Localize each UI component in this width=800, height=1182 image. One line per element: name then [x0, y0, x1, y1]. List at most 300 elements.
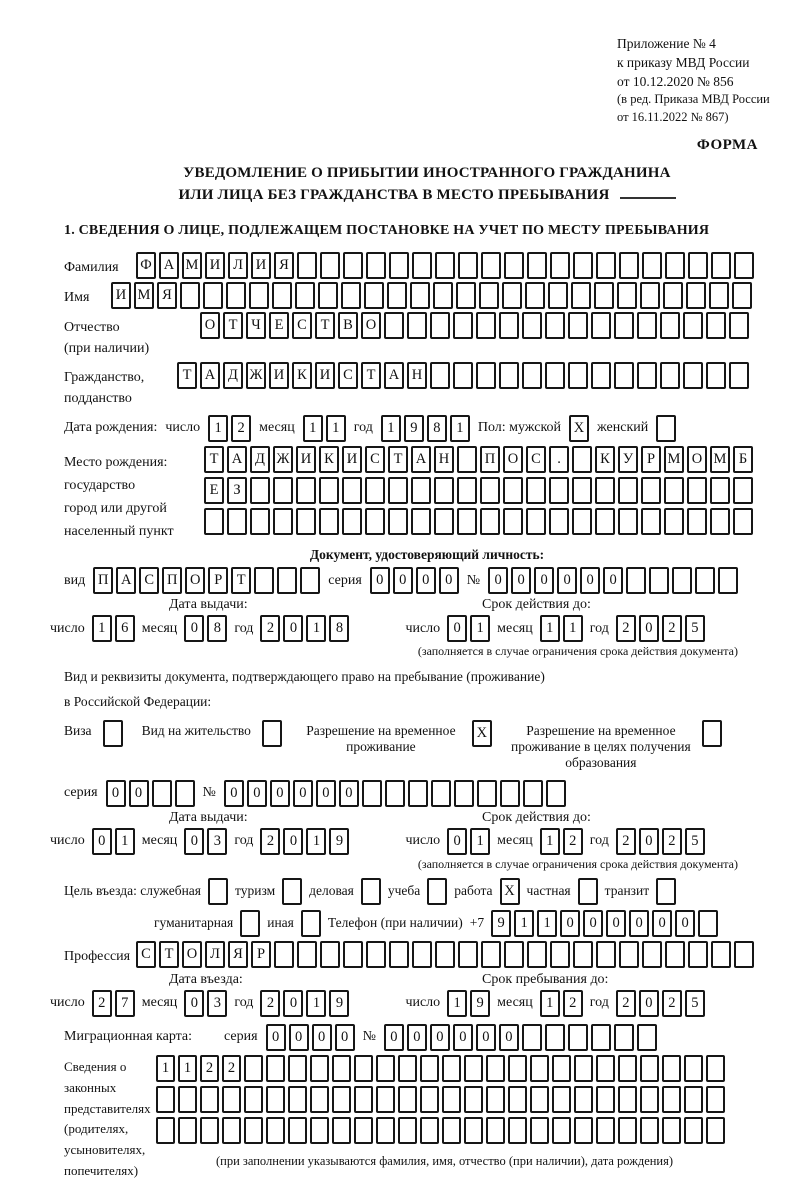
- form-cell[interactable]: 0: [652, 910, 672, 937]
- form-cell[interactable]: [274, 941, 294, 968]
- form-cell[interactable]: 1: [447, 990, 467, 1017]
- form-cell[interactable]: [454, 780, 474, 807]
- form-cell[interactable]: Р: [208, 567, 228, 594]
- form-cell[interactable]: [389, 252, 409, 279]
- form-cell[interactable]: [410, 282, 430, 309]
- form-cell[interactable]: [364, 282, 384, 309]
- form-cell[interactable]: 7: [115, 990, 135, 1017]
- form-cell[interactable]: [508, 1086, 527, 1113]
- form-cell[interactable]: [596, 252, 616, 279]
- form-cell[interactable]: [431, 780, 451, 807]
- form-cell[interactable]: Р: [251, 941, 271, 968]
- form-cell[interactable]: [320, 941, 340, 968]
- form-cell[interactable]: [282, 878, 302, 905]
- form-cell[interactable]: 2: [662, 828, 682, 855]
- form-cell[interactable]: [453, 362, 473, 389]
- form-cell[interactable]: 0: [603, 567, 623, 594]
- form-cell[interactable]: [618, 477, 638, 504]
- form-cell[interactable]: [343, 252, 363, 279]
- form-cell[interactable]: О: [182, 941, 202, 968]
- form-cell[interactable]: 0: [560, 910, 580, 937]
- form-cell[interactable]: [665, 252, 685, 279]
- form-cell[interactable]: К: [319, 446, 339, 473]
- form-cell[interactable]: [527, 941, 547, 968]
- form-cell[interactable]: [376, 1055, 395, 1082]
- form-cell[interactable]: С: [139, 567, 159, 594]
- form-cell[interactable]: 1: [92, 615, 112, 642]
- form-cell[interactable]: [729, 312, 749, 339]
- form-cell[interactable]: [508, 1055, 527, 1082]
- form-cell[interactable]: [310, 1117, 329, 1144]
- form-cell[interactable]: М: [664, 446, 684, 473]
- form-cell[interactable]: 0: [335, 1024, 355, 1051]
- form-cell[interactable]: [711, 941, 731, 968]
- form-cell[interactable]: [687, 477, 707, 504]
- form-cell[interactable]: [718, 567, 738, 594]
- form-cell[interactable]: М: [182, 252, 202, 279]
- form-cell[interactable]: [573, 941, 593, 968]
- form-cell[interactable]: С: [136, 941, 156, 968]
- form-cell[interactable]: [617, 282, 637, 309]
- form-cell[interactable]: [614, 1024, 634, 1051]
- form-cell[interactable]: 6: [115, 615, 135, 642]
- form-cell[interactable]: [642, 941, 662, 968]
- form-cell[interactable]: 0: [407, 1024, 427, 1051]
- form-cell[interactable]: [499, 312, 519, 339]
- form-cell[interactable]: [203, 282, 223, 309]
- form-cell[interactable]: [637, 362, 657, 389]
- form-cell[interactable]: [578, 878, 598, 905]
- form-cell[interactable]: [503, 477, 523, 504]
- form-cell[interactable]: [591, 312, 611, 339]
- form-cell[interactable]: [376, 1117, 395, 1144]
- form-cell[interactable]: [365, 477, 385, 504]
- form-cell[interactable]: [684, 1086, 703, 1113]
- form-cell[interactable]: [420, 1086, 439, 1113]
- form-cell[interactable]: [332, 1117, 351, 1144]
- form-cell[interactable]: [550, 941, 570, 968]
- form-cell[interactable]: [227, 508, 247, 535]
- form-cell[interactable]: 8: [427, 415, 447, 442]
- form-cell[interactable]: 0: [557, 567, 577, 594]
- form-cell[interactable]: [663, 282, 683, 309]
- form-cell[interactable]: И: [269, 362, 289, 389]
- form-cell[interactable]: [688, 252, 708, 279]
- form-cell[interactable]: [503, 508, 523, 535]
- form-cell[interactable]: И: [296, 446, 316, 473]
- form-cell[interactable]: 9: [404, 415, 424, 442]
- form-cell[interactable]: 1: [208, 415, 228, 442]
- form-cell[interactable]: [687, 508, 707, 535]
- form-cell[interactable]: [332, 1086, 351, 1113]
- form-cell[interactable]: 0: [224, 780, 244, 807]
- form-cell[interactable]: [442, 1086, 461, 1113]
- form-cell[interactable]: X: [500, 878, 520, 905]
- form-cell[interactable]: И: [251, 252, 271, 279]
- form-cell[interactable]: [662, 1086, 681, 1113]
- form-cell[interactable]: [660, 362, 680, 389]
- form-cell[interactable]: Я: [228, 941, 248, 968]
- form-cell[interactable]: [301, 910, 321, 937]
- form-cell[interactable]: [178, 1086, 197, 1113]
- form-cell[interactable]: [412, 252, 432, 279]
- form-cell[interactable]: 2: [231, 415, 251, 442]
- form-cell[interactable]: Т: [223, 312, 243, 339]
- form-cell[interactable]: [618, 1086, 637, 1113]
- form-cell[interactable]: [180, 282, 200, 309]
- form-cell[interactable]: [545, 362, 565, 389]
- form-cell[interactable]: [568, 312, 588, 339]
- form-cell[interactable]: [596, 1117, 615, 1144]
- form-cell[interactable]: С: [292, 312, 312, 339]
- form-cell[interactable]: 0: [639, 990, 659, 1017]
- form-cell[interactable]: X: [472, 720, 492, 747]
- form-cell[interactable]: [272, 282, 292, 309]
- form-cell[interactable]: 0: [384, 1024, 404, 1051]
- form-cell[interactable]: О: [185, 567, 205, 594]
- form-cell[interactable]: А: [384, 362, 404, 389]
- form-cell[interactable]: [464, 1055, 483, 1082]
- form-cell[interactable]: [595, 508, 615, 535]
- form-cell[interactable]: [433, 282, 453, 309]
- form-cell[interactable]: 0: [447, 615, 467, 642]
- form-cell[interactable]: [435, 941, 455, 968]
- form-cell[interactable]: [288, 1117, 307, 1144]
- form-cell[interactable]: [710, 477, 730, 504]
- form-cell[interactable]: [572, 477, 592, 504]
- form-cell[interactable]: [672, 567, 692, 594]
- form-cell[interactable]: [300, 567, 320, 594]
- form-cell[interactable]: 0: [675, 910, 695, 937]
- form-cell[interactable]: [552, 1055, 571, 1082]
- form-cell[interactable]: [504, 941, 524, 968]
- form-cell[interactable]: [103, 720, 123, 747]
- form-cell[interactable]: А: [200, 362, 220, 389]
- form-cell[interactable]: [662, 1055, 681, 1082]
- form-cell[interactable]: К: [292, 362, 312, 389]
- form-cell[interactable]: 0: [430, 1024, 450, 1051]
- form-cell[interactable]: [254, 567, 274, 594]
- form-cell[interactable]: 2: [616, 990, 636, 1017]
- form-cell[interactable]: А: [227, 446, 247, 473]
- form-cell[interactable]: 1: [326, 415, 346, 442]
- form-cell[interactable]: [319, 508, 339, 535]
- form-cell[interactable]: 5: [685, 615, 705, 642]
- form-cell[interactable]: 2: [662, 990, 682, 1017]
- form-cell[interactable]: [376, 1086, 395, 1113]
- form-cell[interactable]: [244, 1117, 263, 1144]
- form-cell[interactable]: 0: [339, 780, 359, 807]
- form-cell[interactable]: [573, 252, 593, 279]
- form-cell[interactable]: [526, 508, 546, 535]
- form-cell[interactable]: [649, 567, 669, 594]
- form-cell[interactable]: [734, 941, 754, 968]
- form-cell[interactable]: 2: [662, 615, 682, 642]
- form-cell[interactable]: [656, 878, 676, 905]
- form-cell[interactable]: 0: [511, 567, 531, 594]
- form-cell[interactable]: [222, 1117, 241, 1144]
- form-cell[interactable]: 0: [293, 780, 313, 807]
- form-cell[interactable]: [664, 477, 684, 504]
- form-cell[interactable]: [430, 312, 450, 339]
- form-cell[interactable]: С: [365, 446, 385, 473]
- form-cell[interactable]: [480, 508, 500, 535]
- form-cell[interactable]: И: [315, 362, 335, 389]
- form-cell[interactable]: [709, 282, 729, 309]
- form-cell[interactable]: [277, 567, 297, 594]
- form-cell[interactable]: 0: [184, 990, 204, 1017]
- form-cell[interactable]: Т: [231, 567, 251, 594]
- form-cell[interactable]: 1: [514, 910, 534, 937]
- form-cell[interactable]: 3: [207, 990, 227, 1017]
- form-cell[interactable]: [222, 1086, 241, 1113]
- form-cell[interactable]: [618, 1117, 637, 1144]
- form-cell[interactable]: 2: [222, 1055, 241, 1082]
- form-cell[interactable]: 3: [207, 828, 227, 855]
- form-cell[interactable]: [362, 780, 382, 807]
- form-cell[interactable]: [530, 1117, 549, 1144]
- form-cell[interactable]: [695, 567, 715, 594]
- form-cell[interactable]: [477, 780, 497, 807]
- form-cell[interactable]: [574, 1055, 593, 1082]
- form-cell[interactable]: Н: [407, 362, 427, 389]
- form-cell[interactable]: [481, 941, 501, 968]
- form-cell[interactable]: [412, 941, 432, 968]
- form-cell[interactable]: 1: [563, 615, 583, 642]
- form-cell[interactable]: Л: [205, 941, 225, 968]
- form-cell[interactable]: [549, 508, 569, 535]
- form-cell[interactable]: [435, 252, 455, 279]
- form-cell[interactable]: [411, 477, 431, 504]
- form-cell[interactable]: 0: [184, 615, 204, 642]
- form-cell[interactable]: З: [227, 477, 247, 504]
- form-cell[interactable]: [296, 508, 316, 535]
- form-cell[interactable]: И: [342, 446, 362, 473]
- form-cell[interactable]: 2: [563, 990, 583, 1017]
- form-cell[interactable]: 0: [453, 1024, 473, 1051]
- form-cell[interactable]: [457, 446, 477, 473]
- form-cell[interactable]: Д: [223, 362, 243, 389]
- form-cell[interactable]: [525, 282, 545, 309]
- form-cell[interactable]: Т: [177, 362, 197, 389]
- form-cell[interactable]: 5: [685, 828, 705, 855]
- form-cell[interactable]: [486, 1086, 505, 1113]
- form-cell[interactable]: [244, 1055, 263, 1082]
- form-cell[interactable]: Л: [228, 252, 248, 279]
- form-cell[interactable]: Е: [269, 312, 289, 339]
- form-cell[interactable]: [366, 252, 386, 279]
- form-cell[interactable]: 0: [639, 615, 659, 642]
- form-cell[interactable]: [522, 362, 542, 389]
- form-cell[interactable]: [596, 1055, 615, 1082]
- form-cell[interactable]: [660, 312, 680, 339]
- form-cell[interactable]: [398, 1086, 417, 1113]
- form-cell[interactable]: [526, 477, 546, 504]
- form-cell[interactable]: В: [338, 312, 358, 339]
- form-cell[interactable]: 0: [316, 780, 336, 807]
- form-cell[interactable]: [548, 282, 568, 309]
- form-cell[interactable]: [545, 1024, 565, 1051]
- form-cell[interactable]: С: [526, 446, 546, 473]
- form-cell[interactable]: [319, 477, 339, 504]
- form-cell[interactable]: [640, 1055, 659, 1082]
- form-cell[interactable]: Е: [204, 477, 224, 504]
- form-cell[interactable]: [706, 1117, 725, 1144]
- form-cell[interactable]: [341, 282, 361, 309]
- form-cell[interactable]: [310, 1086, 329, 1113]
- form-cell[interactable]: У: [618, 446, 638, 473]
- form-cell[interactable]: [453, 312, 473, 339]
- form-cell[interactable]: [619, 941, 639, 968]
- form-cell[interactable]: Т: [159, 941, 179, 968]
- form-cell[interactable]: [656, 415, 676, 442]
- form-cell[interactable]: [486, 1055, 505, 1082]
- form-cell[interactable]: 0: [393, 567, 413, 594]
- form-cell[interactable]: 0: [629, 910, 649, 937]
- form-cell[interactable]: [430, 362, 450, 389]
- form-cell[interactable]: [619, 252, 639, 279]
- form-cell[interactable]: [614, 362, 634, 389]
- form-cell[interactable]: 0: [439, 567, 459, 594]
- form-cell[interactable]: [420, 1117, 439, 1144]
- form-cell[interactable]: Б: [733, 446, 753, 473]
- form-cell[interactable]: X: [569, 415, 589, 442]
- form-cell[interactable]: Я: [157, 282, 177, 309]
- form-cell[interactable]: [398, 1055, 417, 1082]
- form-cell[interactable]: 0: [283, 828, 303, 855]
- form-cell[interactable]: Ф: [136, 252, 156, 279]
- form-cell[interactable]: Р: [641, 446, 661, 473]
- form-cell[interactable]: [204, 508, 224, 535]
- form-cell[interactable]: [698, 910, 718, 937]
- form-cell[interactable]: 2: [616, 615, 636, 642]
- form-cell[interactable]: [626, 567, 646, 594]
- form-cell[interactable]: [500, 780, 520, 807]
- form-cell[interactable]: [502, 282, 522, 309]
- form-cell[interactable]: 0: [580, 567, 600, 594]
- form-cell[interactable]: [156, 1117, 175, 1144]
- form-cell[interactable]: Т: [204, 446, 224, 473]
- form-cell[interactable]: 0: [488, 567, 508, 594]
- form-cell[interactable]: 0: [129, 780, 149, 807]
- form-cell[interactable]: [665, 941, 685, 968]
- form-cell[interactable]: [706, 1055, 725, 1082]
- form-cell[interactable]: [530, 1055, 549, 1082]
- form-cell[interactable]: 9: [491, 910, 511, 937]
- form-cell[interactable]: [354, 1086, 373, 1113]
- form-cell[interactable]: [595, 477, 615, 504]
- form-cell[interactable]: [550, 252, 570, 279]
- form-cell[interactable]: [568, 362, 588, 389]
- form-cell[interactable]: [522, 1024, 542, 1051]
- form-cell[interactable]: [200, 1086, 219, 1113]
- form-cell[interactable]: [464, 1117, 483, 1144]
- form-cell[interactable]: 0: [534, 567, 554, 594]
- form-cell[interactable]: [683, 312, 703, 339]
- form-cell[interactable]: [249, 282, 269, 309]
- form-cell[interactable]: 0: [92, 828, 112, 855]
- form-cell[interactable]: [729, 362, 749, 389]
- form-cell[interactable]: [408, 780, 428, 807]
- form-cell[interactable]: 0: [184, 828, 204, 855]
- form-cell[interactable]: [574, 1117, 593, 1144]
- form-cell[interactable]: Ч: [246, 312, 266, 339]
- form-cell[interactable]: [683, 362, 703, 389]
- form-cell[interactable]: [175, 780, 195, 807]
- form-cell[interactable]: Д: [250, 446, 270, 473]
- form-cell[interactable]: А: [411, 446, 431, 473]
- form-cell[interactable]: 1: [537, 910, 557, 937]
- form-cell[interactable]: 0: [416, 567, 436, 594]
- form-cell[interactable]: [178, 1117, 197, 1144]
- form-cell[interactable]: [591, 362, 611, 389]
- form-cell[interactable]: [574, 1086, 593, 1113]
- form-cell[interactable]: 0: [106, 780, 126, 807]
- form-cell[interactable]: 1: [540, 615, 560, 642]
- form-cell[interactable]: [200, 1117, 219, 1144]
- form-cell[interactable]: А: [159, 252, 179, 279]
- form-cell[interactable]: [457, 508, 477, 535]
- form-cell[interactable]: [411, 508, 431, 535]
- form-cell[interactable]: 1: [306, 990, 326, 1017]
- form-cell[interactable]: [332, 1055, 351, 1082]
- form-cell[interactable]: [523, 780, 543, 807]
- form-cell[interactable]: [549, 477, 569, 504]
- form-cell[interactable]: [637, 1024, 657, 1051]
- form-cell[interactable]: П: [480, 446, 500, 473]
- form-cell[interactable]: [384, 312, 404, 339]
- form-cell[interactable]: [552, 1086, 571, 1113]
- form-cell[interactable]: [458, 252, 478, 279]
- form-cell[interactable]: [568, 1024, 588, 1051]
- form-cell[interactable]: [591, 1024, 611, 1051]
- form-cell[interactable]: 1: [450, 415, 470, 442]
- form-cell[interactable]: [486, 1117, 505, 1144]
- form-cell[interactable]: [442, 1117, 461, 1144]
- form-cell[interactable]: [640, 1086, 659, 1113]
- form-cell[interactable]: [457, 477, 477, 504]
- form-cell[interactable]: [389, 941, 409, 968]
- form-cell[interactable]: М: [710, 446, 730, 473]
- form-cell[interactable]: О: [200, 312, 220, 339]
- form-cell[interactable]: С: [338, 362, 358, 389]
- form-cell[interactable]: [614, 312, 634, 339]
- form-cell[interactable]: [262, 720, 282, 747]
- form-cell[interactable]: [706, 362, 726, 389]
- form-cell[interactable]: 0: [370, 567, 390, 594]
- form-cell[interactable]: Т: [315, 312, 335, 339]
- form-cell[interactable]: [710, 508, 730, 535]
- form-cell[interactable]: [684, 1117, 703, 1144]
- form-cell[interactable]: [504, 252, 524, 279]
- form-cell[interactable]: [688, 941, 708, 968]
- form-cell[interactable]: 1: [470, 828, 490, 855]
- form-cell[interactable]: [388, 477, 408, 504]
- form-cell[interactable]: 5: [685, 990, 705, 1017]
- form-cell[interactable]: [499, 362, 519, 389]
- form-cell[interactable]: И: [205, 252, 225, 279]
- form-cell[interactable]: [596, 941, 616, 968]
- form-cell[interactable]: 0: [583, 910, 603, 937]
- form-cell[interactable]: Т: [388, 446, 408, 473]
- form-cell[interactable]: [208, 878, 228, 905]
- form-cell[interactable]: [266, 1086, 285, 1113]
- form-cell[interactable]: 0: [283, 615, 303, 642]
- form-cell[interactable]: [361, 878, 381, 905]
- form-cell[interactable]: [296, 477, 316, 504]
- form-cell[interactable]: [420, 1055, 439, 1082]
- form-cell[interactable]: [456, 282, 476, 309]
